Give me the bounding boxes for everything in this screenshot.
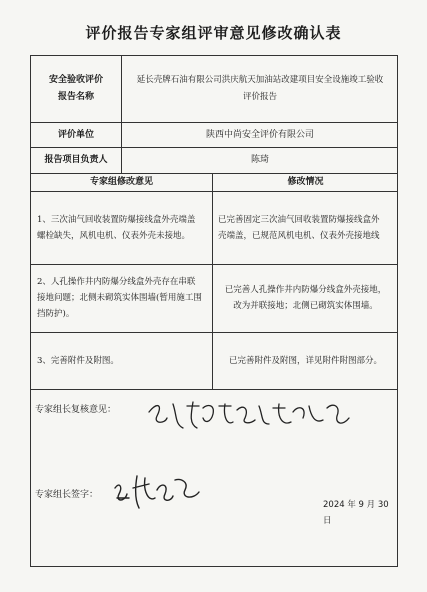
opinion-line: 挡防护)。 [37,309,75,319]
opinion-line: 1、三次油气回收装置防爆接线盒外壳端盖 [37,214,196,225]
signature-label: 专家组长签字： [35,490,99,500]
status-item-3 [212,332,399,389]
document-title: 评价报告专家组评审意见修改确认表 [85,24,342,42]
status-line: 壳端盖，已规范风机电机、仪表外壳接地线 [218,230,380,241]
opinion-item-1 [31,191,212,264]
project-name-label-line2: 报告名称 [57,92,94,102]
status-line: 已完善人孔操作井内防爆分线盒外壳接地， [224,285,387,295]
leader-value: 陈琦 [250,155,269,165]
review-label: 专家组长复核意见： [35,405,117,415]
review-form [30,55,398,567]
project-name-label [31,56,121,122]
status-item-1 [212,191,399,264]
project-name-label-line1: 安全验收评价 [48,75,103,85]
project-name-value [121,56,399,122]
handwritten-signature [109,468,209,516]
col-header-status: 修改情况 [287,177,324,187]
org-value: 陕西中尚安全评价有限公司 [205,129,314,140]
col-header-opinion: 专家组修改意见 [89,177,153,187]
opinion-item-3 [31,332,212,389]
sign-date: 2024 年 9 月 30 日 [323,500,389,526]
opinion-line: 螺栓缺失，风机电机、仪表外壳未接地。 [37,230,191,241]
divider [31,389,397,390]
opinion-line: 3、完善附件及附图。 [37,355,119,366]
leader-label: 报告项目负责人 [44,155,108,165]
status-line: 已完善固定三次油气回收装置防爆接线盒外 [218,214,380,225]
org-label: 评价单位 [57,129,94,140]
project-name-value-line2: 评价报告 [242,92,277,102]
handwritten-review-comment [143,394,363,436]
opinion-item-2 [31,264,212,332]
opinion-line: 2、人孔操作井内防爆分线盒外壳存在串联 [37,277,196,287]
opinion-line: 接地问题；北侧未砌筑实体围墙(暂用施工围 [37,293,202,303]
status-line: 改为并联接地；北侧已砌筑实体围墙。 [233,301,378,311]
status-item-2 [212,264,399,332]
status-line: 已完善附件及附图，详见附件附图部分。 [228,355,382,366]
project-name-value-line1: 延长壳牌石油有限公司洪庆航天加油站改建项目安全设施竣工验收 [136,75,384,85]
